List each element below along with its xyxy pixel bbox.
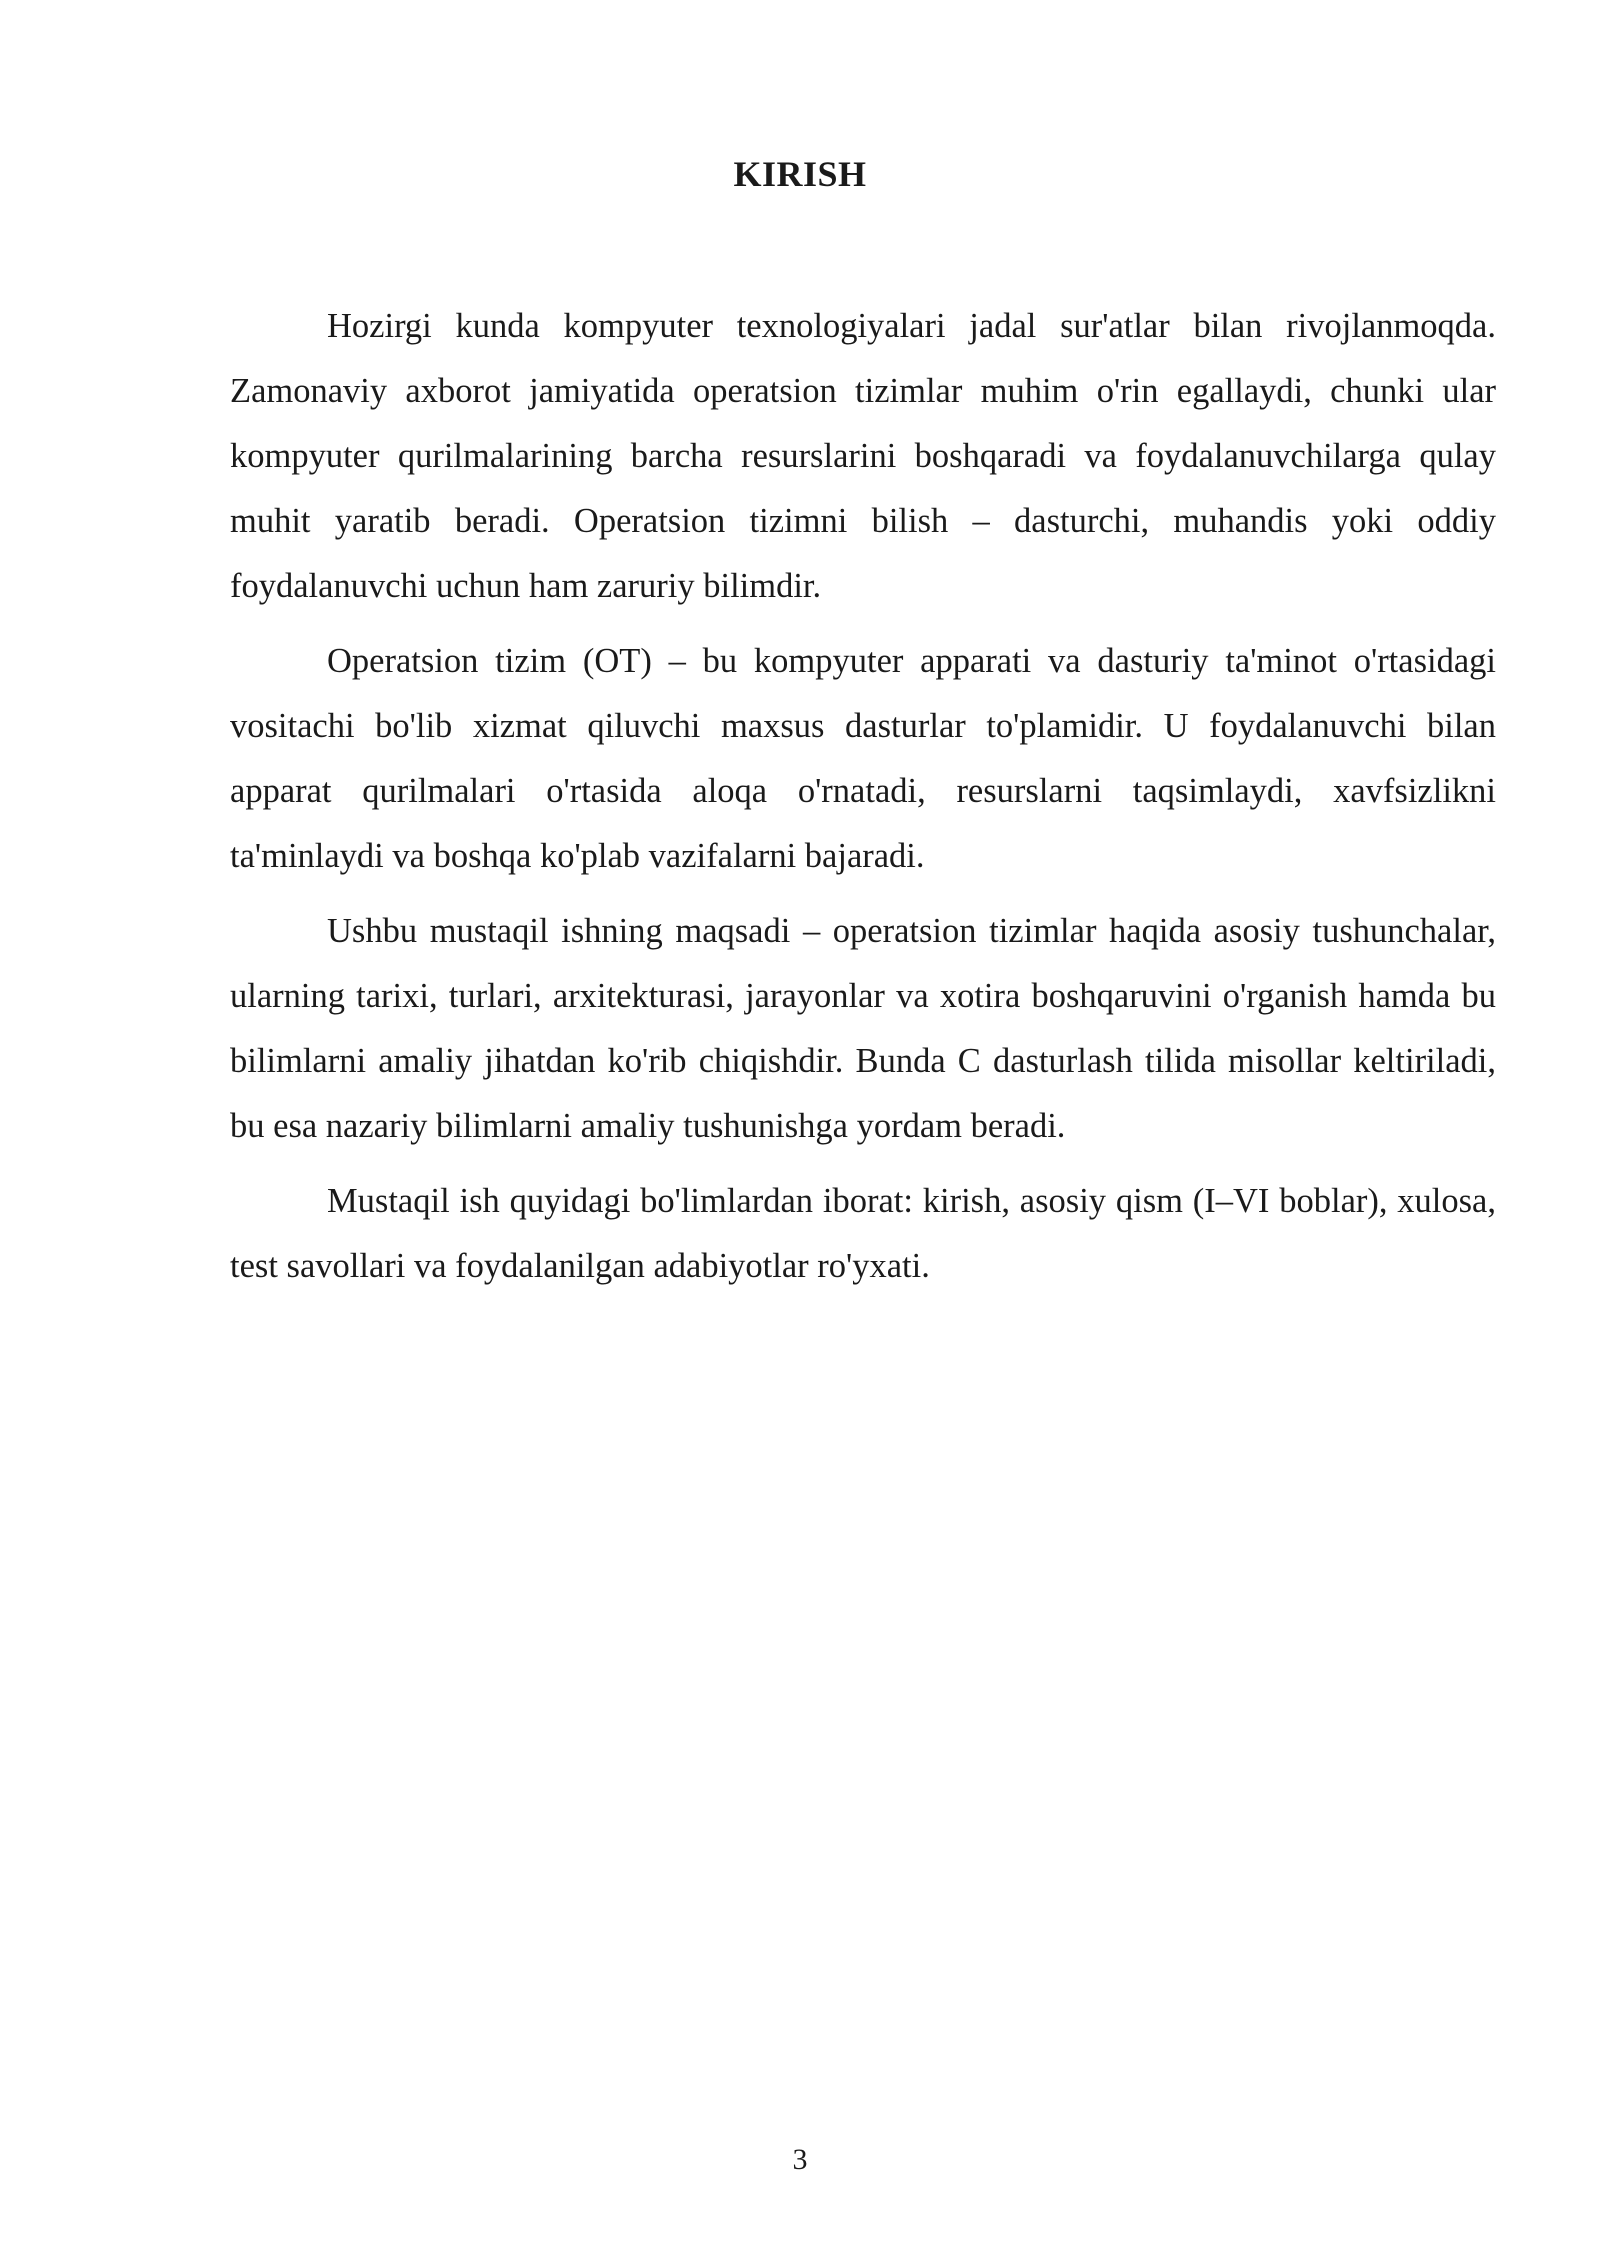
page-title: KIRISH	[733, 154, 867, 194]
page-number: 3	[792, 2143, 808, 2176]
paragraph: Ushbu mustaqil ishning maqsadi – operatsion tizimlar haqida asosiy tushunchalar, ularning tarixi, turlari, arxitekturasi, jarayonlar va xotira boshqaruvini o'rganish hamda bu bilimlarni amaliy jihatdan ko'rib chiqishdir. Bunda C dasturlash tilida misollar keltiriladi, bu esa nazariy bilimlarni amaliy tushunishga yordam beradi.	[230, 912, 1496, 1145]
paragraph: Hozirgi kunda kompyuter texnologiyalari jadal sur'atlar bilan rivojlanmoqda. Zamonaviy axborot jamiyatida operatsion tizimlar muhim o'rin egallaydi, chunki ular kompyuter qurilmalarining barcha resurslarini boshqaradi va foydalanuvchilarga qulay muhit yaratib beradi. Operatsion tizimni bilish – dasturchi, muhandis yoki oddiy foydalanuvchi uchun ham zaruriy bilimdir.	[230, 307, 1496, 605]
paragraph: Mustaqil ish quyidagi bo'limlardan iborat: kirish, asosiy qism (I–VI boblar), xulosa, test savollari va foydalanilgan adabiyotlar ro'yxati.	[230, 1182, 1496, 1285]
paragraph: Operatsion tizim (OT) – bu kompyuter apparati va dasturiy ta'minot o'rtasidagi vositachi bo'lib xizmat qiluvchi maxsus dasturlar to'plamidir. U foydalanuvchi bilan apparat qurilmalari o'rtasida aloqa o'rnatadi, resurslarni taqsimlaydi, xavfsizlikni ta'minlaydi va boshqa ko'plab vazifalarni bajaradi.	[230, 642, 1496, 875]
body-text	[230, 294, 1496, 1309]
